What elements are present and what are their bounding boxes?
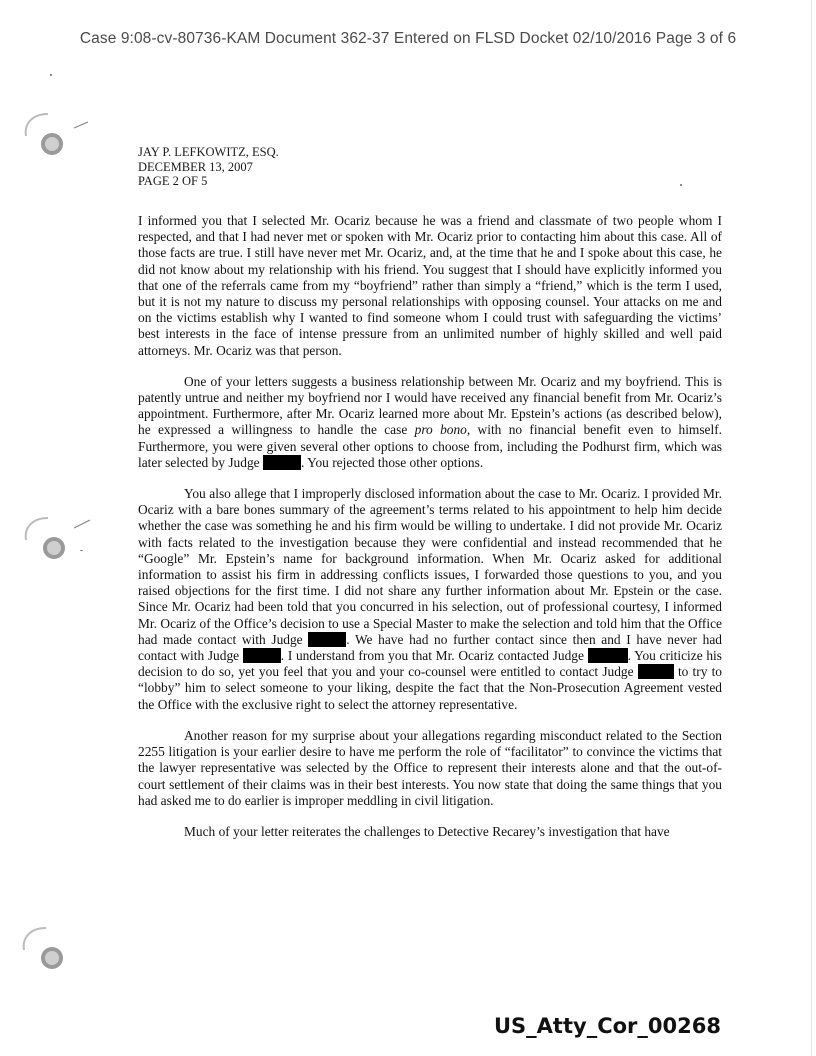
scan-speck: [80, 550, 83, 551]
paragraph-3-text-b: . We have had no further contact since then and I have never had contact with Judge: [138, 631, 722, 664]
paragraph-1: I informed you that I selected Mr. Ocariz because he was a friend and classmate of two people whom I respected, and that I had never met or spoken with Mr. Ocariz prior to contacting him about this case. All of those facts are true. I still have never met Mr. Ocariz, and, at the time that he and I spoke about this case, he did not know about my relationship with his friend. You suggest that I should have explicitly informed you that one of the referrals came from my “boyfriend” rather than simply a “friend,” which is the term I used, but it is not my nature to discuss my personal relationships with opposing counsel. Your attacks on me and on the victims establish why I wanted to find someone whom I could trust with safeguarding the victims’ best interests in the face of intense pressure from an unlimited number of highly skilled and well paid attorneys. Mr. Ocariz was that person.: [138, 213, 722, 358]
letter-header: [138, 145, 279, 189]
paragraph-3-text-d: . You criticize his decision to do so, yet you feel that you and your co-counsel were entitled to contact Judge: [138, 648, 722, 680]
paragraph-2-italic: pro bono: [414, 422, 467, 438]
bates-number: US_Atty_Cor_00268: [494, 1014, 721, 1038]
scan-edge-line: [811, 0, 812, 1056]
paragraph-2-text-b: , with no financial benefit even to himself. Furthermore, you were given several other options to choose from, including the Podhurst firm, which was later selected by Judge: [138, 422, 723, 470]
recipient-name: JAY P. LEFKOWITZ, ESQ.: [138, 145, 279, 159]
paragraph-3-text-e: to try to “lobby” him to select someone to your liking, despite the fact that the Non-Prosecution Agreement vested the Office with the exclusive right to select the attorney representative.: [138, 664, 723, 712]
letter-date: DECEMBER 13, 2007: [138, 159, 253, 174]
redaction-box: [588, 648, 628, 663]
hole-punch-mark-top: [18, 108, 98, 158]
paragraph-2-text-a: One of your letters suggests a business relationship between Mr. Ocariz and my boyfriend. This is patently untrue and neither my boyfriend nor I would have received any financial benefit from Mr. Ocariz’s appointment. Furthermore, after Mr. Ocariz learned more about Mr. Epstein’s actions (as described below), he expressed a willingness to handle the case: [138, 373, 722, 438]
paragraph-4: Another reason for my surprise about your allegations regarding misconduct related to the Section 2255 litigation is your earlier desire to have me perform the role of “facilitator” to convince the victims that the lawyer representative was selected by the Office to represent their interests alone and that the out-of-court settlement of their claims was in their best interests. You now state that doing the same things that you had asked me to do earlier is improper meddling in civil litigation.: [138, 727, 722, 808]
letter-page-number: PAGE 2 OF 5: [138, 174, 208, 188]
scan-speck: [50, 74, 52, 76]
paragraph-3-text-c: . I understand from you that Mr. Ocariz contacted Judge: [280, 648, 588, 664]
scan-speck: [680, 184, 682, 186]
redaction-box: [263, 455, 301, 470]
redaction-box: [638, 664, 674, 679]
hole-punch-mark-middle: [18, 512, 108, 562]
paragraph-5: Much of your letter reiterates the challenges to Detective Recarey’s investigation that have: [184, 823, 670, 839]
hole-punch-mark-bottom: [16, 922, 76, 972]
redaction-box: [243, 648, 281, 663]
paragraph-2: [138, 374, 722, 471]
redaction-box: [308, 632, 346, 647]
paragraph-3: [138, 486, 722, 713]
paragraph-3-text-a: You also allege that I improperly disclosed information about the case to Mr. Ocariz. I provided Mr. Ocariz with a bare bones summary of the agreement’s terms related to his appointment to help him decide whether the case was something he and his firm would be willing to undertake. I did not provide Mr. Ocariz with facts related to the investigation because they were confidential and instead recommended that he “Google” Mr. Epstein’s name for background information. When Mr. Ocariz asked for additional information to assist his firm in addressing conflicts issues, I forwarded those questions to you, and you raised objections for the first time. I did not share any further information about Mr. Epstein or the case. Since Mr. Ocariz had been told that you concurred in his selection, out of professional courtesy, I informed Mr. Ocariz of the Office’s decision to use a Special Master to make the selection and told him that the Office had made contact with Judge: [138, 486, 722, 647]
paragraph-2-text-c: . You rejected those other options.: [300, 454, 484, 470]
letter-body: [138, 213, 722, 855]
court-filing-header: Case 9:08-cv-80736-KAM Document 362-37 Entered on FLSD Docket 02/10/2016 Page 3 of 6: [79, 30, 737, 47]
